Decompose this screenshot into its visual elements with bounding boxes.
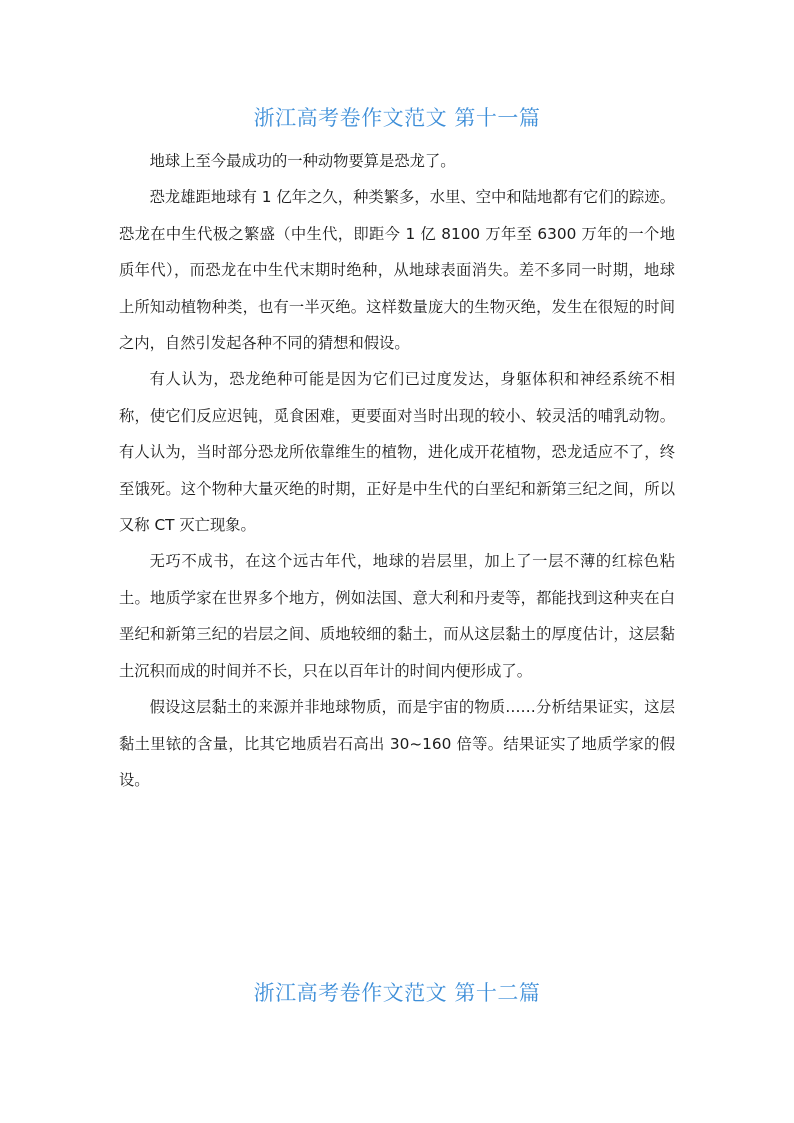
paragraph: 假设这层黏土的来源并非地球物质，而是宇宙的物质……分析结果证实，这层黏土里铱的含量，比其它地质岩石高出 30~160 倍等。结果证实了地质学家的假设。 [119, 698, 675, 789]
paragraph: 恐龙雄距地球有 1 亿年之久，种类繁多，水里、空中和陆地都有它们的踪迹。恐龙在中生代极之繁盛（中生代，即距今 1 亿 8100 万年至 6300 万年的一个地质年代），而恐龙在中生代末期时绝种，从地球表面消失。差不多同一时期，地球上所知动植物种类，也有一半灭绝。这样数量庞大的生物灭绝，发生在很短的时间之内，自然引发起各种不同的猜想和假设。 [119, 188, 675, 353]
article-body [119, 143, 675, 798]
section-heading-11: 浙江高考卷作文范文 第十一篇 [253, 106, 541, 130]
paragraph: 地球上至今最成功的一种动物要算是恐龙了。 [149, 152, 456, 170]
paragraph: 有人认为，恐龙绝种可能是因为它们已过度发达，身躯体积和神经系统不相称，使它们反应迟钝，觅食困难，更要面对当时出现的较小、较灵活的哺乳动物。有人认为，当时部分恐龙所依靠维生的植物，进化成开花植物，恐龙适应不了，终至饿死。这个物种大量灭绝的时期，正好是中生代的白垩纪和新第三纪之间，所以又称 CT 灭亡现象。 [119, 370, 675, 535]
paragraph: 无巧不成书，在这个远古年代，地球的岩层里，加上了一层不薄的红棕色粘土。地质学家在世界多个地方，例如法国、意大利和丹麦等，都能找到这种夹在白垩纪和新第三纪的岩层之间、质地较细的黏土，而从这层黏土的厚度估计，这层黏土沉积而成的时间并不长，只在以百年计的时间内便形成了。 [119, 552, 675, 680]
section-heading-12: 浙江高考卷作文范文 第十二篇 [253, 981, 541, 1005]
